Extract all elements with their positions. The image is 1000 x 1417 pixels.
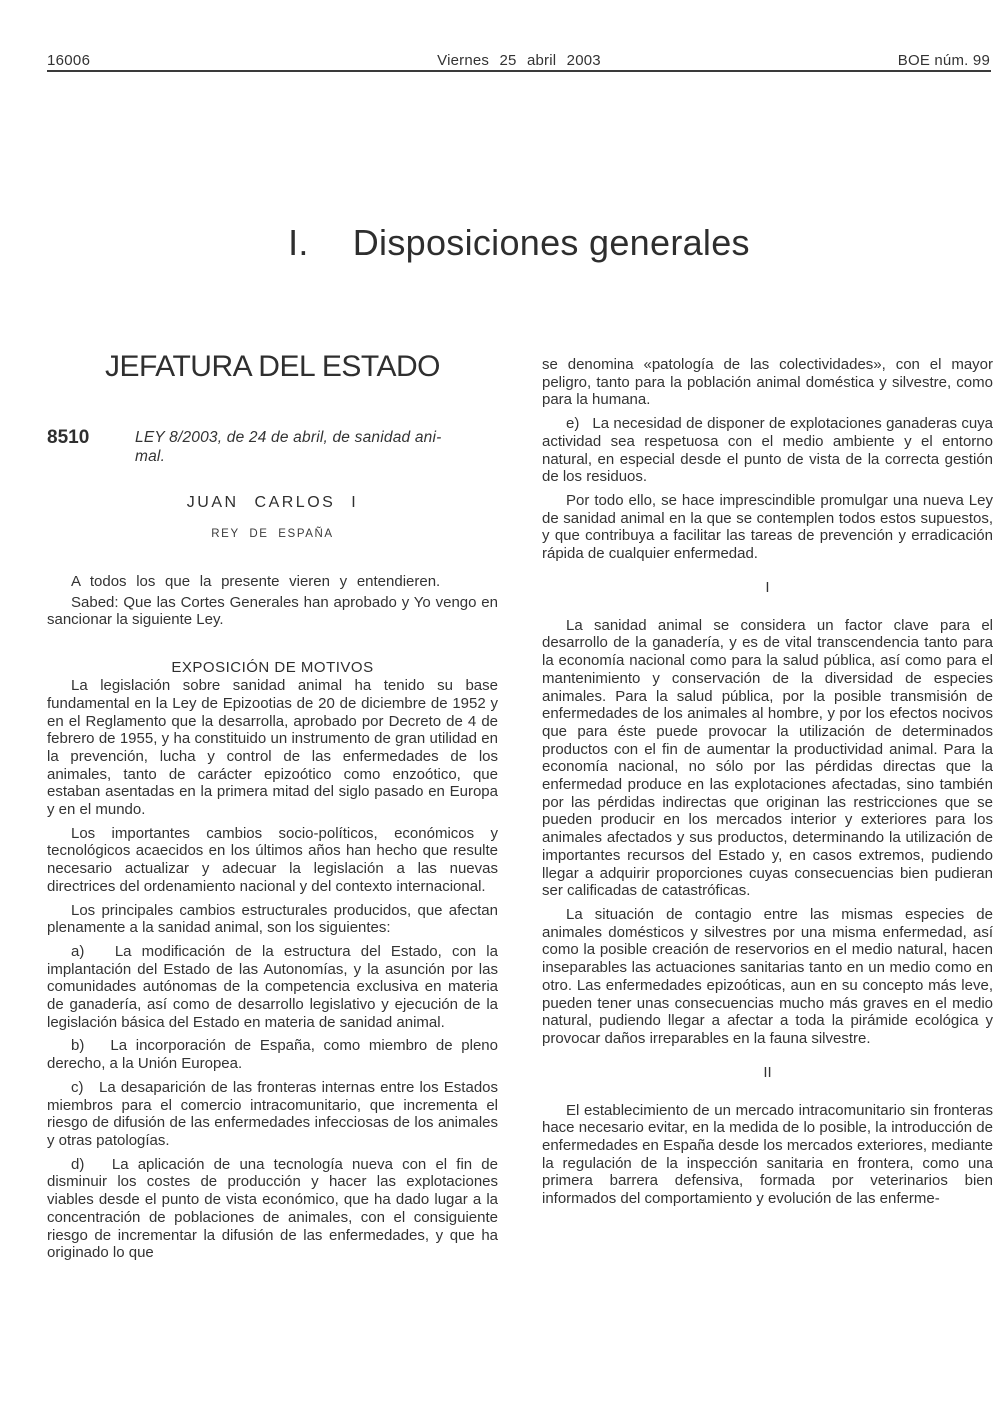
section-title-numeral: I. xyxy=(288,222,309,263)
paragraph: La situación de contagio entre las mismas especies de animales domésticos y silvestres por una misma enfermedad, así como la posible creación de reservorios en el medio natural, hacen inseparables las actuaciones sanitarias tanto en un medio como en otro. Las enfermedades epizoóticas, aun en su concepto más leve, pueden tener unas consecuencias mucho más graves en el medio natural, pudiendo llegar a afectar a toda la pirámide ecológica y provocar daños irreparables en la fauna silvestre. xyxy=(542,905,993,1047)
left-column xyxy=(47,350,498,1268)
paragraph: Los importantes cambios socio-políticos, económicos y tecnológicos acaecidos en los últimos años han hecho que resulte necesario actualizar y adecuar la legislación a las nuevas directrices del ordenamiento nacional y del contexto internacional. xyxy=(47,824,498,895)
section-title-text: Disposiciones generales xyxy=(352,222,750,263)
law-title-line1: LEY 8/2003, de 24 de abril, de sanidad ani- xyxy=(135,429,442,446)
issue-number: BOE núm. 99 xyxy=(897,52,990,69)
section-title xyxy=(47,222,991,264)
preamble xyxy=(47,573,498,629)
header-date: Viernes 25 abril 2003 xyxy=(437,52,601,69)
paragraph-item-e: e) La necesidad de disponer de explotaciones ganaderas cuya actividad sea respetuosa con el medio ambiente y el entorno natural, en especial desde el punto de vista de la correcta gestión de los residuos. xyxy=(542,415,993,486)
law-entry-title xyxy=(135,428,498,466)
paragraph: Los principales cambios estructurales producidos, que afectan plenamente a la sanidad animal, son los siguientes: xyxy=(47,901,498,937)
paragraph: El establecimiento de un mercado intracomunitario sin fronteras hace necesario evitar, en la medida de lo posible, la introducción de enfermedades en España desde los mercados exteriores, mediante la regulación de la inspección sanitaria en frontera, como una primera barrera defensiva, formada por veterinarios bien informados del comportamiento y evolución de las enferme- xyxy=(542,1101,993,1208)
organization-heading: JEFATURA DEL ESTADO xyxy=(104,350,441,383)
paragraph: La sanidad animal se considera un factor clave para el desarrollo de la ganadería, y es de vital transcendencia tanto para la economía nacional como para la salud pública, así como para el mantenimiento y conservación de la diversidad de especies animales. Para la salud pública, por la posible transmisión de enfermedades de los animales al hombre, y por los efectos nocivos que para éste puede provocar la utilización de determinados productos con el fin de aumentar la productividad animal. Para la economía nacional, no sólo por las pérdidas directas que la enfermedad produce en las explotaciones afectadas, sino también por las pérdidas indirectas que originan las restricciones que se pueden producir en los mercados interior y exteriores para los animales afectados y sus productos, determinando la utilización de importantes recursos del Estado y, en casos extremos, pudiendo llegar a adquirir proporciones cuyas consecuencias bien pudieran ser calificadas de catastróficas. xyxy=(542,616,993,900)
motives-heading: EXPOSICIÓN DE MOTIVOS xyxy=(171,659,374,677)
monarch-title: REY DE ESPAÑA xyxy=(211,528,334,540)
paragraph-item-d: d) La aplicación de una tecnología nueva con el fin de disminuir los costes de producción y hacer las explotaciones viables desde el punto de vista económico, que ha dado lugar a la concentración de poblaciones de animales, con el consiguiente riesgo de incrementar la difusión de las enfermedades, y que ha originado lo que xyxy=(47,1155,498,1262)
paragraph-item-c: c) La desaparición de las fronteras internas entre los Estados miembros para el comercio intracomunitario, que incrementa el riesgo de difusión de las enfermedades infecciosas de los animales y otras patologías. xyxy=(47,1078,498,1149)
section-mark-i: I xyxy=(765,578,770,596)
paragraph: Por todo ello, se hace imprescindible promulgar una nueva Ley de sanidad animal en la que se contemplen todos estos supuestos, y que contribuya a facilitar las tareas de prevención y erradicación rápida de cualquier enfermedad. xyxy=(542,491,993,563)
section-mark-ii: II xyxy=(763,1063,772,1081)
preamble-paragraph: A todos los que la presente vieren y entendieren. xyxy=(71,573,441,590)
header-rule xyxy=(47,70,991,72)
paragraph-item-b: b) La incorporación de España, como miembro de pleno derecho, a la Unión Europea. xyxy=(47,1037,498,1073)
law-title-line2: mal. xyxy=(135,448,166,465)
law-entry-number: 8510 xyxy=(47,427,90,448)
paragraph: La legislación sobre sanidad animal ha tenido su base fundamental en la Ley de Epizootias de 20 de diciembre de 1952 y en el Reglamento que la desarrolla, aprobado por Decreto de 4 de febrero de 1955, y ha constituido un instrumento de gran utilidad en la prevención, lucha y control de las enfermedades de los animales, tanto de carácter epizoótico como enzoótico, que estaban asentadas en la primera mitad del siglo pasado en Europa y en el mundo. xyxy=(47,677,498,819)
paragraph-item-a: a) La modificación de la estructura del Estado, con la implantación del Estado de las Autonomías, y la asunción por las comunidades autónomas de la competencia exclusiva en materia de ganadería, así como de desarrollo legislativo y ejecución de la legislación básica del Estado en materia de sanidad animal. xyxy=(47,942,498,1031)
law-entry xyxy=(47,428,498,466)
right-column xyxy=(542,356,993,1214)
paragraph: se denomina «patología de las colectividades», con el mayor peligro, tanto para la población animal doméstica y silvestre, como para la humana. xyxy=(542,356,993,409)
preamble-paragraph: Sabed: Que las Cortes Generales han aprobado y Yo vengo en sancionar la siguiente Ley. xyxy=(47,593,498,629)
page-number: 16006 xyxy=(47,52,91,69)
monarch-name: JUAN CARLOS I xyxy=(186,494,359,511)
